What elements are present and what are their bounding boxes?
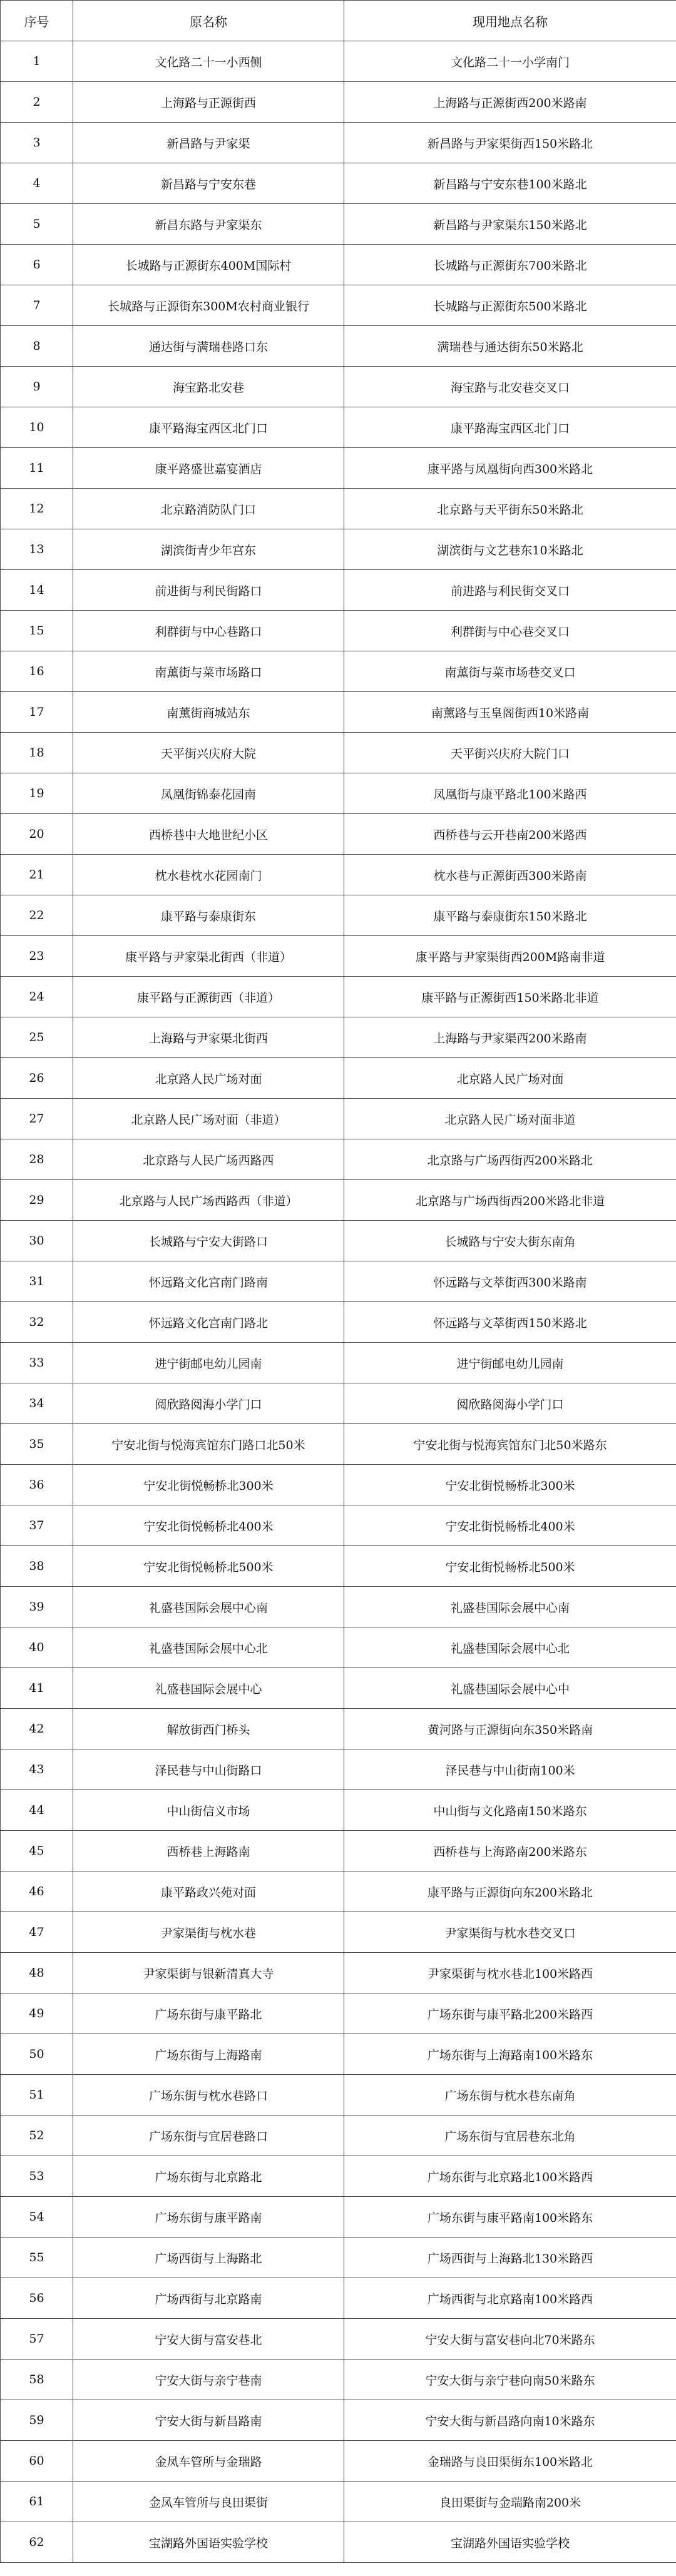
row-current-name-cell: 长城路与正源街东700米路北 — [344, 245, 676, 285]
row-original-name-cell: 宁安北街悦畅桥北300米 — [73, 1465, 344, 1505]
row-index-cell: 38 — [1, 1546, 73, 1587]
row-current-name-cell: 天平街兴庆府大院门口 — [344, 733, 676, 773]
table-row — [1, 1993, 676, 2034]
table-row — [1, 1221, 676, 1261]
row-current-name-cell: 怀远路与文萃街西300米路南 — [344, 1261, 676, 1302]
row-original-name-cell: 广场东街与康平路南 — [73, 2197, 344, 2237]
row-index-cell: 20 — [1, 814, 73, 855]
row-current-name-cell: 宝湖路外国语实验学校 — [344, 2522, 676, 2563]
row-index-cell: 11 — [1, 448, 73, 489]
row-original-name-cell: 新昌东路与尹家渠东 — [73, 204, 344, 245]
table-row — [1, 2400, 676, 2441]
row-index-cell: 47 — [1, 1912, 73, 1953]
table-row — [1, 1383, 676, 1424]
header-original-name: 原名称 — [73, 1, 344, 41]
table-row — [1, 1831, 676, 1871]
table-row — [1, 2237, 676, 2278]
row-index-cell: 4 — [1, 163, 73, 204]
row-current-name-cell: 康平路与正源街西150米路北非道 — [344, 977, 676, 1017]
table-row — [1, 692, 676, 733]
row-current-name-cell: 广场西街与北京路南100米路西 — [344, 2278, 676, 2319]
row-original-name-cell: 中山街信义市场 — [73, 1790, 344, 1831]
row-index-cell: 10 — [1, 407, 73, 448]
table-row — [1, 529, 676, 570]
table-row — [1, 651, 676, 692]
row-current-name-cell: 南薰路与玉皇阁街西10米路南 — [344, 692, 676, 733]
row-original-name-cell: 新昌路与宁安东巷 — [73, 163, 344, 204]
row-current-name-cell: 良田渠街与金瑞路南200米 — [344, 2482, 676, 2522]
row-index-cell: 50 — [1, 2034, 73, 2075]
table-row — [1, 1790, 676, 1831]
row-original-name-cell: 礼盛巷国际会展中心 — [73, 1668, 344, 1709]
table-row — [1, 1180, 676, 1221]
row-current-name-cell: 广场东街与康平路北200米路西 — [344, 1993, 676, 2034]
table-row — [1, 2441, 676, 2482]
row-current-name-cell: 上海路与尹家渠西200米路南 — [344, 1017, 676, 1058]
table-row — [1, 1953, 676, 1993]
row-original-name-cell: 天平街兴庆府大院 — [73, 733, 344, 773]
row-original-name-cell: 怀远路文化宫南门路南 — [73, 1261, 344, 1302]
row-current-name-cell: 北京路人民广场对面非道 — [344, 1099, 676, 1139]
row-index-cell: 60 — [1, 2441, 73, 2482]
row-current-name-cell: 礼盛巷国际会展中心南 — [344, 1587, 676, 1627]
row-original-name-cell: 进宁街邮电幼儿园南 — [73, 1343, 344, 1383]
table-row — [1, 285, 676, 326]
row-original-name-cell: 广场东街与康平路北 — [73, 1993, 344, 2034]
row-original-name-cell: 北京路人民广场对面 — [73, 1058, 344, 1099]
row-current-name-cell: 康平路海宝西区北门口 — [344, 407, 676, 448]
row-index-cell: 52 — [1, 2115, 73, 2156]
table-row — [1, 2075, 676, 2115]
row-current-name-cell: 宁安大街与新昌路向南10米路东 — [344, 2400, 676, 2441]
table-row — [1, 1261, 676, 1302]
row-index-cell: 3 — [1, 123, 73, 163]
table-row — [1, 1017, 676, 1058]
table-row — [1, 1871, 676, 1912]
table-row — [1, 326, 676, 367]
header-current-location-name: 现用地点名称 — [344, 1, 676, 41]
row-index-cell: 48 — [1, 1953, 73, 1993]
row-index-cell: 23 — [1, 936, 73, 977]
row-current-name-cell: 进宁街邮电幼儿园南 — [344, 1343, 676, 1383]
row-current-name-cell: 海宝路与北安巷交叉口 — [344, 367, 676, 407]
row-index-cell: 17 — [1, 692, 73, 733]
row-original-name-cell: 北京路与人民广场西路西 — [73, 1139, 344, 1180]
row-index-cell: 30 — [1, 1221, 73, 1261]
table-row — [1, 367, 676, 407]
row-original-name-cell: 上海路与尹家渠北街西 — [73, 1017, 344, 1058]
row-current-name-cell: 宁安大街与亲宁巷向南50米路东 — [344, 2360, 676, 2400]
row-current-name-cell: 尹家渠街与枕水巷交叉口 — [344, 1912, 676, 1953]
table-row — [1, 1424, 676, 1465]
row-original-name-cell: 北京路与人民广场西路西（非道） — [73, 1180, 344, 1221]
row-original-name-cell: 尹家渠街与枕水巷 — [73, 1912, 344, 1953]
row-index-cell: 31 — [1, 1261, 73, 1302]
row-index-cell: 32 — [1, 1302, 73, 1343]
row-original-name-cell: 宁安北街悦畅桥北500米 — [73, 1546, 344, 1587]
row-current-name-cell: 广场东街与枕水巷东南角 — [344, 2075, 676, 2115]
row-original-name-cell: 新昌路与尹家渠 — [73, 123, 344, 163]
row-original-name-cell: 泽民巷与中山街路口 — [73, 1749, 344, 1790]
row-original-name-cell: 广场东街与枕水巷路口 — [73, 2075, 344, 2115]
row-original-name-cell: 宁安北街与悦海宾馆东门路口北50米 — [73, 1424, 344, 1465]
row-index-cell: 9 — [1, 367, 73, 407]
row-index-cell: 58 — [1, 2360, 73, 2400]
row-index-cell: 22 — [1, 895, 73, 936]
row-current-name-cell: 西桥巷与上海路南200米路东 — [344, 1831, 676, 1871]
table-row — [1, 570, 676, 611]
table-row — [1, 123, 676, 163]
row-index-cell: 19 — [1, 773, 73, 814]
table-row — [1, 1668, 676, 1709]
table-row — [1, 2197, 676, 2237]
table-row — [1, 82, 676, 123]
row-index-cell: 37 — [1, 1505, 73, 1546]
table-row — [1, 407, 676, 448]
row-original-name-cell: 长城路与正源街东300M农村商业银行 — [73, 285, 344, 326]
row-current-name-cell: 前进路与利民街交叉口 — [344, 570, 676, 611]
table-row — [1, 1912, 676, 1953]
row-original-name-cell: 长城路与宁安大街路口 — [73, 1221, 344, 1261]
row-original-name-cell: 宝湖路外国语实验学校 — [73, 2522, 344, 2563]
row-original-name-cell: 北京路消防队门口 — [73, 489, 344, 529]
row-index-cell: 12 — [1, 489, 73, 529]
row-original-name-cell: 礼盛巷国际会展中心南 — [73, 1587, 344, 1627]
table-row — [1, 163, 676, 204]
table-row — [1, 2034, 676, 2075]
table-row — [1, 2115, 676, 2156]
row-original-name-cell: 康平路与泰康街东 — [73, 895, 344, 936]
row-current-name-cell: 宁安北街悦畅桥北500米 — [344, 1546, 676, 1587]
row-index-cell: 35 — [1, 1424, 73, 1465]
table-row — [1, 1505, 676, 1546]
row-original-name-cell: 解放街西门桥头 — [73, 1709, 344, 1749]
row-index-cell: 41 — [1, 1668, 73, 1709]
table-row — [1, 1546, 676, 1587]
row-current-name-cell: 礼盛巷国际会展中心中 — [344, 1668, 676, 1709]
row-original-name-cell: 西桥巷上海路南 — [73, 1831, 344, 1871]
table-row — [1, 1099, 676, 1139]
row-current-name-cell: 尹家渠街与枕水巷北100米路西 — [344, 1953, 676, 1993]
table-row — [1, 1058, 676, 1099]
row-index-cell: 6 — [1, 245, 73, 285]
row-current-name-cell: 文化路二十一小学南门 — [344, 41, 676, 82]
row-original-name-cell: 礼盛巷国际会展中心北 — [73, 1627, 344, 1668]
row-current-name-cell: 北京路与广场西街西200米路北 — [344, 1139, 676, 1180]
row-current-name-cell: 广场东街与康平路南100米路东 — [344, 2197, 676, 2237]
row-current-name-cell: 广场东街与北京路北100米路西 — [344, 2156, 676, 2197]
table-row — [1, 1749, 676, 1790]
row-current-name-cell: 广场西街与上海路北130米路西 — [344, 2237, 676, 2278]
table-row — [1, 245, 676, 285]
row-original-name-cell: 广场东街与宜居巷路口 — [73, 2115, 344, 2156]
table-row — [1, 1343, 676, 1383]
row-current-name-cell: 北京路与天平街东50米路北 — [344, 489, 676, 529]
row-index-cell: 44 — [1, 1790, 73, 1831]
table-row — [1, 2360, 676, 2400]
table-row — [1, 2319, 676, 2360]
row-original-name-cell: 康平路政兴苑对面 — [73, 1871, 344, 1912]
table-row — [1, 448, 676, 489]
row-index-cell: 24 — [1, 977, 73, 1017]
row-index-cell: 59 — [1, 2400, 73, 2441]
row-current-name-cell: 宁安北街与悦海宾馆东门北50米路东 — [344, 1424, 676, 1465]
table-row — [1, 1302, 676, 1343]
row-index-cell: 62 — [1, 2522, 73, 2563]
table-row — [1, 895, 676, 936]
row-original-name-cell: 海宝路北安巷 — [73, 367, 344, 407]
row-current-name-cell: 北京路与广场西街西200米路北非道 — [344, 1180, 676, 1221]
table-row — [1, 855, 676, 895]
table-row — [1, 1709, 676, 1749]
row-index-cell: 54 — [1, 2197, 73, 2237]
table-row — [1, 2522, 676, 2563]
table-row — [1, 1465, 676, 1505]
row-original-name-cell: 尹家渠街与银新清真大寺 — [73, 1953, 344, 1993]
row-original-name-cell: 湖滨街青少年宫东 — [73, 529, 344, 570]
row-index-cell: 49 — [1, 1993, 73, 2034]
row-original-name-cell: 康平路盛世嘉宴酒店 — [73, 448, 344, 489]
row-index-cell: 28 — [1, 1139, 73, 1180]
row-index-cell: 13 — [1, 529, 73, 570]
row-current-name-cell: 康平路与正源街向东200米路北 — [344, 1871, 676, 1912]
table-row — [1, 2156, 676, 2197]
row-current-name-cell: 西桥巷与云开巷南200米路西 — [344, 814, 676, 855]
row-index-cell: 40 — [1, 1627, 73, 1668]
row-original-name-cell: 西桥巷中大地世纪小区 — [73, 814, 344, 855]
row-index-cell: 29 — [1, 1180, 73, 1221]
row-original-name-cell: 广场东街与北京路北 — [73, 2156, 344, 2197]
row-index-cell: 21 — [1, 855, 73, 895]
row-original-name-cell: 长城路与正源街东400M国际村 — [73, 245, 344, 285]
row-current-name-cell: 新昌路与宁安东巷100米路北 — [344, 163, 676, 204]
row-original-name-cell: 康平路海宝西区北门口 — [73, 407, 344, 448]
row-current-name-cell: 广场东街与上海路南100米路东 — [344, 2034, 676, 2075]
row-current-name-cell: 泽民巷与中山街南100米 — [344, 1749, 676, 1790]
row-current-name-cell: 怀远路与文萃街西150米路北 — [344, 1302, 676, 1343]
table-row — [1, 814, 676, 855]
row-current-name-cell: 宁安北街悦畅桥北300米 — [344, 1465, 676, 1505]
row-current-name-cell: 新昌路与尹家渠街西150米路北 — [344, 123, 676, 163]
row-original-name-cell: 通达街与满瑞巷路口东 — [73, 326, 344, 367]
row-current-name-cell: 满瑞巷与通达街东50米路北 — [344, 326, 676, 367]
row-current-name-cell: 利群街与中心巷交叉口 — [344, 611, 676, 651]
row-original-name-cell: 宁安大街与新昌路南 — [73, 2400, 344, 2441]
row-index-cell: 39 — [1, 1587, 73, 1627]
table-row — [1, 1587, 676, 1627]
row-original-name-cell: 凤凰街锦泰花园南 — [73, 773, 344, 814]
row-original-name-cell: 康平路与尹家渠北街西（非道） — [73, 936, 344, 977]
row-current-name-cell: 黄河路与正源街向东350米路南 — [344, 1709, 676, 1749]
row-index-cell: 33 — [1, 1343, 73, 1383]
row-index-cell: 46 — [1, 1871, 73, 1912]
row-original-name-cell: 金凤车管所与良田渠街 — [73, 2482, 344, 2522]
table-row — [1, 977, 676, 1017]
row-index-cell: 15 — [1, 611, 73, 651]
row-original-name-cell: 怀远路文化宫南门路北 — [73, 1302, 344, 1343]
table-row — [1, 204, 676, 245]
row-current-name-cell: 北京路人民广场对面 — [344, 1058, 676, 1099]
row-original-name-cell: 宁安大街与富安巷北 — [73, 2319, 344, 2360]
table-row — [1, 936, 676, 977]
row-index-cell: 55 — [1, 2237, 73, 2278]
row-original-name-cell: 宁安大街与亲宁巷南 — [73, 2360, 344, 2400]
row-original-name-cell: 南薰街商城站东 — [73, 692, 344, 733]
row-index-cell: 45 — [1, 1831, 73, 1871]
row-index-cell: 5 — [1, 204, 73, 245]
row-current-name-cell: 宁安大街与富安巷向北70米路东 — [344, 2319, 676, 2360]
table-row — [1, 2278, 676, 2319]
table-row — [1, 2482, 676, 2522]
row-index-cell: 7 — [1, 285, 73, 326]
row-original-name-cell: 枕水巷枕水花园南门 — [73, 855, 344, 895]
row-index-cell: 2 — [1, 82, 73, 123]
table-row — [1, 733, 676, 773]
row-index-cell: 18 — [1, 733, 73, 773]
row-index-cell: 16 — [1, 651, 73, 692]
row-original-name-cell: 阅欣路阅海小学门口 — [73, 1383, 344, 1424]
row-original-name-cell: 康平路与正源街西（非道） — [73, 977, 344, 1017]
row-index-cell: 14 — [1, 570, 73, 611]
row-index-cell: 53 — [1, 2156, 73, 2197]
row-index-cell: 1 — [1, 41, 73, 82]
row-current-name-cell: 康平路与尹家渠街西200M路南非道 — [344, 936, 676, 977]
row-current-name-cell: 礼盛巷国际会展中心北 — [344, 1627, 676, 1668]
row-original-name-cell: 文化路二十一小西侧 — [73, 41, 344, 82]
row-original-name-cell: 上海路与正源街西 — [73, 82, 344, 123]
row-original-name-cell: 利群街与中心巷路口 — [73, 611, 344, 651]
row-current-name-cell: 阅欣路阅海小学门口 — [344, 1383, 676, 1424]
row-current-name-cell: 湖滨街与文艺巷东10米路北 — [344, 529, 676, 570]
table-body — [1, 41, 676, 2563]
header-index: 序号 — [1, 1, 73, 41]
row-current-name-cell: 上海路与正源街西200米路南 — [344, 82, 676, 123]
row-original-name-cell: 南薰街与菜市场路口 — [73, 651, 344, 692]
table-row — [1, 1627, 676, 1668]
row-current-name-cell: 新昌路与尹家渠东150米路北 — [344, 204, 676, 245]
row-current-name-cell: 康平路与泰康街东150米路北 — [344, 895, 676, 936]
row-current-name-cell: 康平路与凤凰街向西300米路北 — [344, 448, 676, 489]
row-current-name-cell: 凤凰街与康平路北100米路西 — [344, 773, 676, 814]
row-original-name-cell: 广场东街与上海路南 — [73, 2034, 344, 2075]
row-index-cell: 25 — [1, 1017, 73, 1058]
row-original-name-cell: 前进街与利民街路口 — [73, 570, 344, 611]
table-row — [1, 489, 676, 529]
row-index-cell: 27 — [1, 1099, 73, 1139]
row-current-name-cell: 广场东街与宜居巷东北角 — [344, 2115, 676, 2156]
row-original-name-cell: 广场西街与上海路北 — [73, 2237, 344, 2278]
row-index-cell: 57 — [1, 2319, 73, 2360]
table-header-row — [1, 1, 676, 41]
row-current-name-cell: 金瑞路与良田渠街东100米路北 — [344, 2441, 676, 2482]
row-index-cell: 51 — [1, 2075, 73, 2115]
table-row — [1, 773, 676, 814]
row-original-name-cell: 广场西街与北京路南 — [73, 2278, 344, 2319]
table-row — [1, 1139, 676, 1180]
row-current-name-cell: 宁安北街悦畅桥北400米 — [344, 1505, 676, 1546]
row-original-name-cell: 宁安北街悦畅桥北400米 — [73, 1505, 344, 1546]
table-row — [1, 611, 676, 651]
row-current-name-cell: 枕水巷与正源街西300米路南 — [344, 855, 676, 895]
row-current-name-cell: 长城路与宁安大街东南角 — [344, 1221, 676, 1261]
row-current-name-cell: 南薰街与菜市场巷交叉口 — [344, 651, 676, 692]
row-index-cell: 34 — [1, 1383, 73, 1424]
row-index-cell: 36 — [1, 1465, 73, 1505]
row-original-name-cell: 金凤车管所与金瑞路 — [73, 2441, 344, 2482]
row-original-name-cell: 北京路人民广场对面（非道） — [73, 1099, 344, 1139]
row-index-cell: 42 — [1, 1709, 73, 1749]
row-current-name-cell: 长城路与正源街东500米路北 — [344, 285, 676, 326]
row-current-name-cell: 中山街与文化路南150米路东 — [344, 1790, 676, 1831]
row-index-cell: 8 — [1, 326, 73, 367]
table-row — [1, 41, 676, 82]
row-index-cell: 26 — [1, 1058, 73, 1099]
row-index-cell: 43 — [1, 1749, 73, 1790]
row-index-cell: 61 — [1, 2482, 73, 2522]
row-index-cell: 56 — [1, 2278, 73, 2319]
